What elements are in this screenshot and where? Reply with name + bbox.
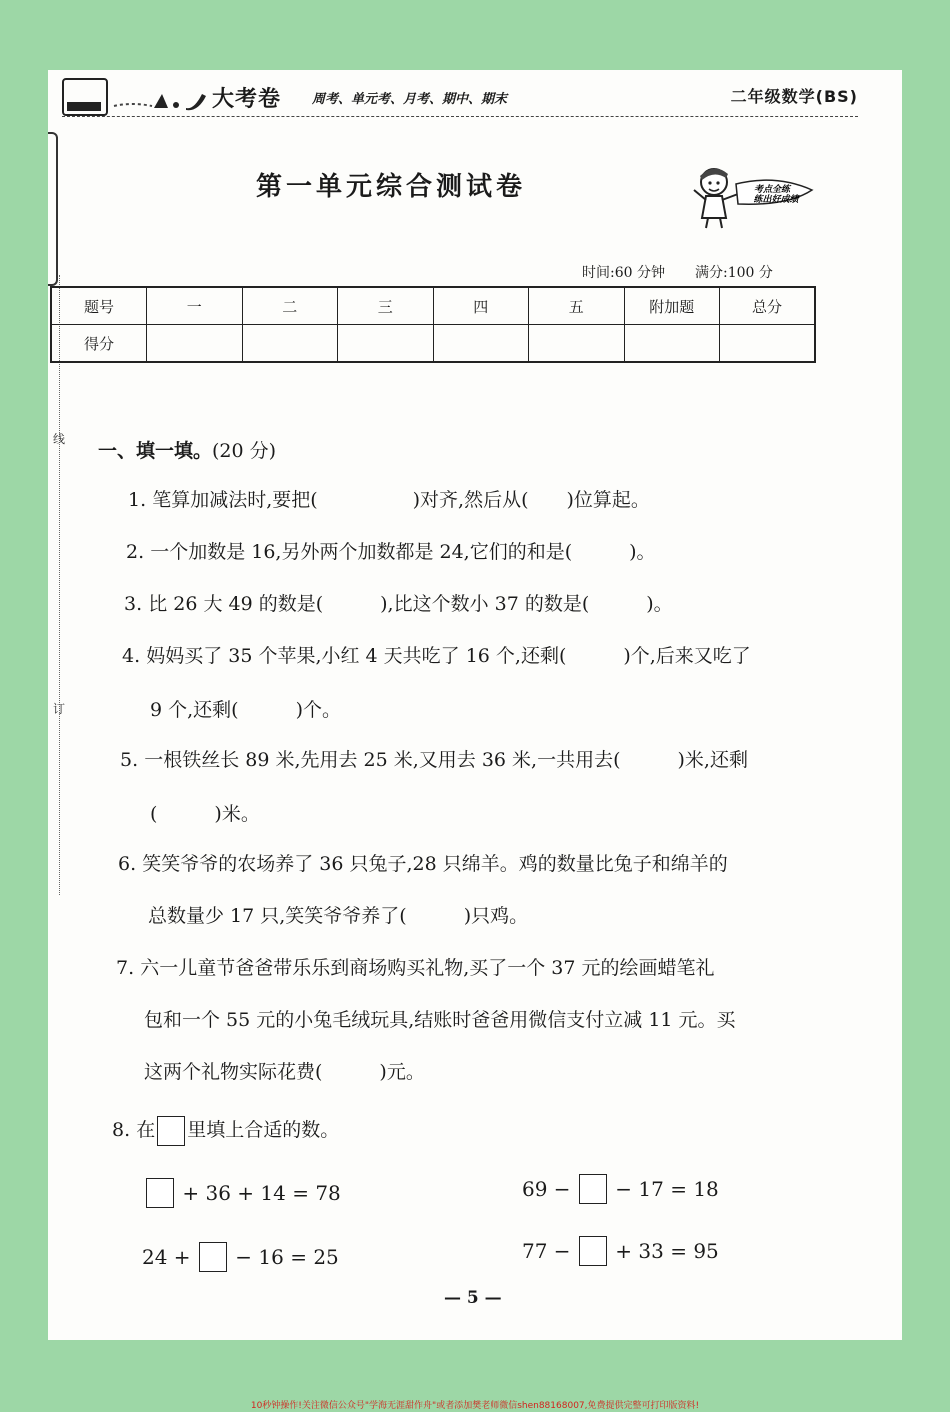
score-cell[interactable] [433, 325, 529, 363]
question-number: 7. [116, 957, 135, 979]
question-text-line1: 妈妈买了 35 个苹果,小红 4 天共吃了 16 个,还剩( )个,后来又吃了 [146, 645, 751, 667]
table-cell: 四 [433, 287, 529, 325]
question-number: 6. [118, 853, 137, 875]
page-number: — 5 — [444, 1288, 502, 1308]
question-number: 1. [128, 489, 147, 511]
score-cell[interactable] [529, 325, 625, 363]
table-cell: 二 [242, 287, 338, 325]
section-heading [98, 436, 276, 463]
equation-3 [142, 1242, 339, 1272]
question-number: 8. [112, 1119, 131, 1141]
question-7 [116, 954, 715, 982]
equation-2 [522, 1174, 719, 1204]
score-cell[interactable] [720, 325, 816, 363]
question-1 [128, 486, 650, 514]
question-5-line2: ( )米。 [150, 803, 260, 825]
brand-name: 大考卷 [212, 87, 282, 112]
table-cell: 总分 [720, 287, 816, 325]
mascot-text-1: 考点全练 [753, 185, 791, 195]
question-5 [120, 746, 748, 774]
table-cell: 一 [147, 287, 243, 325]
binding-char-xian: 线 [53, 432, 66, 446]
question-8 [112, 1116, 339, 1146]
question-number: 5. [120, 749, 139, 771]
exam-meta [582, 262, 773, 282]
binding-char-ding: 订 [53, 702, 66, 716]
score-cell[interactable] [242, 325, 338, 363]
question-text-line1: 六一儿童节爸爸带乐乐到商场购买礼物,买了一个 37 元的绘画蜡笔礼 [140, 957, 715, 979]
table-cell: 得分 [51, 325, 147, 363]
section-title: 一、填一填。 [98, 440, 213, 462]
table-cell: 附加题 [624, 287, 720, 325]
question-number: 3. [124, 593, 143, 615]
footer-notice: 10秒钟操作!关注微信公众号"学海无涯甜作舟"或者添加樊老师微信shen88168007,免费提供完整可打印版资料! [250, 1401, 700, 1411]
question-number: 2. [126, 541, 145, 563]
answer-box[interactable] [199, 1242, 227, 1272]
question-3 [124, 590, 673, 618]
answer-box[interactable] [579, 1174, 607, 1204]
question-2 [126, 538, 656, 566]
equation-right: − 16 = 25 [235, 1245, 339, 1269]
answer-box[interactable] [146, 1178, 174, 1208]
question-text: 笔算加减法时,要把( )对齐,然后从( )位算起。 [152, 489, 650, 511]
page-title: 第一单元综合测试卷 [256, 172, 527, 202]
question-number: 4. [122, 645, 141, 667]
table-cell: 题号 [51, 287, 147, 325]
table-cell: 三 [338, 287, 434, 325]
question-7-line2: 包和一个 55 元的小兔毛绒玩具,结账时爸爸用微信支付立减 11 元。买 [144, 1009, 736, 1031]
question-4-line2: 9 个,还剩( )个。 [150, 699, 341, 721]
brand-swoosh-icon [112, 88, 212, 112]
binding-bracket [48, 132, 58, 286]
exam-header [62, 78, 858, 117]
answer-box[interactable] [579, 1236, 607, 1266]
score-cell[interactable] [624, 325, 720, 363]
question-text-line1: 笑笑爷爷的农场养了 36 只兔子,28 只绵羊。鸡的数量比兔子和绵羊的 [142, 853, 728, 875]
section-points: (20 分) [212, 440, 277, 462]
question-6 [118, 850, 728, 878]
equation-1 [144, 1178, 341, 1208]
full-score: 满分:100 分 [694, 265, 773, 281]
time-limit: 时间:60 分钟 [582, 265, 665, 281]
mascot-text-2: 练出好成绩 [753, 195, 799, 205]
question-text-pre: 在 [136, 1119, 156, 1141]
publisher-logo-icon [62, 78, 108, 116]
equation-right: − 17 = 18 [615, 1177, 719, 1201]
question-text-post: 里填上合适的数。 [187, 1119, 340, 1141]
score-cell[interactable] [147, 325, 243, 363]
score-cell[interactable] [338, 325, 434, 363]
equation-4 [522, 1236, 719, 1266]
grade-subject: 二年级数学(BS) [730, 87, 858, 106]
binding-dotted-line [59, 275, 60, 895]
exam-types-tagline: 周考、单元考、月考、期中、期末 [312, 92, 508, 107]
equation-left: 69 − [522, 1177, 571, 1201]
question-text: 比 26 大 49 的数是( ),比这个数小 37 的数是( )。 [148, 593, 673, 615]
question-6-line2: 总数量少 17 只,笑笑爷爷养了( )只鸡。 [148, 905, 529, 927]
equation-right: + 36 + 14 = 78 [182, 1181, 341, 1205]
question-text: 一个加数是 16,另外两个加数都是 24,它们的和是( )。 [150, 541, 656, 563]
mascot-icon [688, 160, 818, 230]
equation-left: 24 + [142, 1245, 191, 1269]
table-cell: 五 [529, 287, 625, 325]
question-4 [122, 642, 751, 670]
question-7-line3: 这两个礼物实际花费( )元。 [144, 1061, 425, 1083]
question-text-line1: 一根铁丝长 89 米,先用去 25 米,又用去 36 米,一共用去( )米,还剩 [144, 749, 748, 771]
equation-left: 77 − [522, 1239, 571, 1263]
example-answer-box [157, 1116, 185, 1146]
equation-right: + 33 = 95 [615, 1239, 719, 1263]
score-table-score-row [51, 325, 815, 363]
score-table-header-row [51, 287, 815, 325]
score-table [50, 286, 816, 363]
